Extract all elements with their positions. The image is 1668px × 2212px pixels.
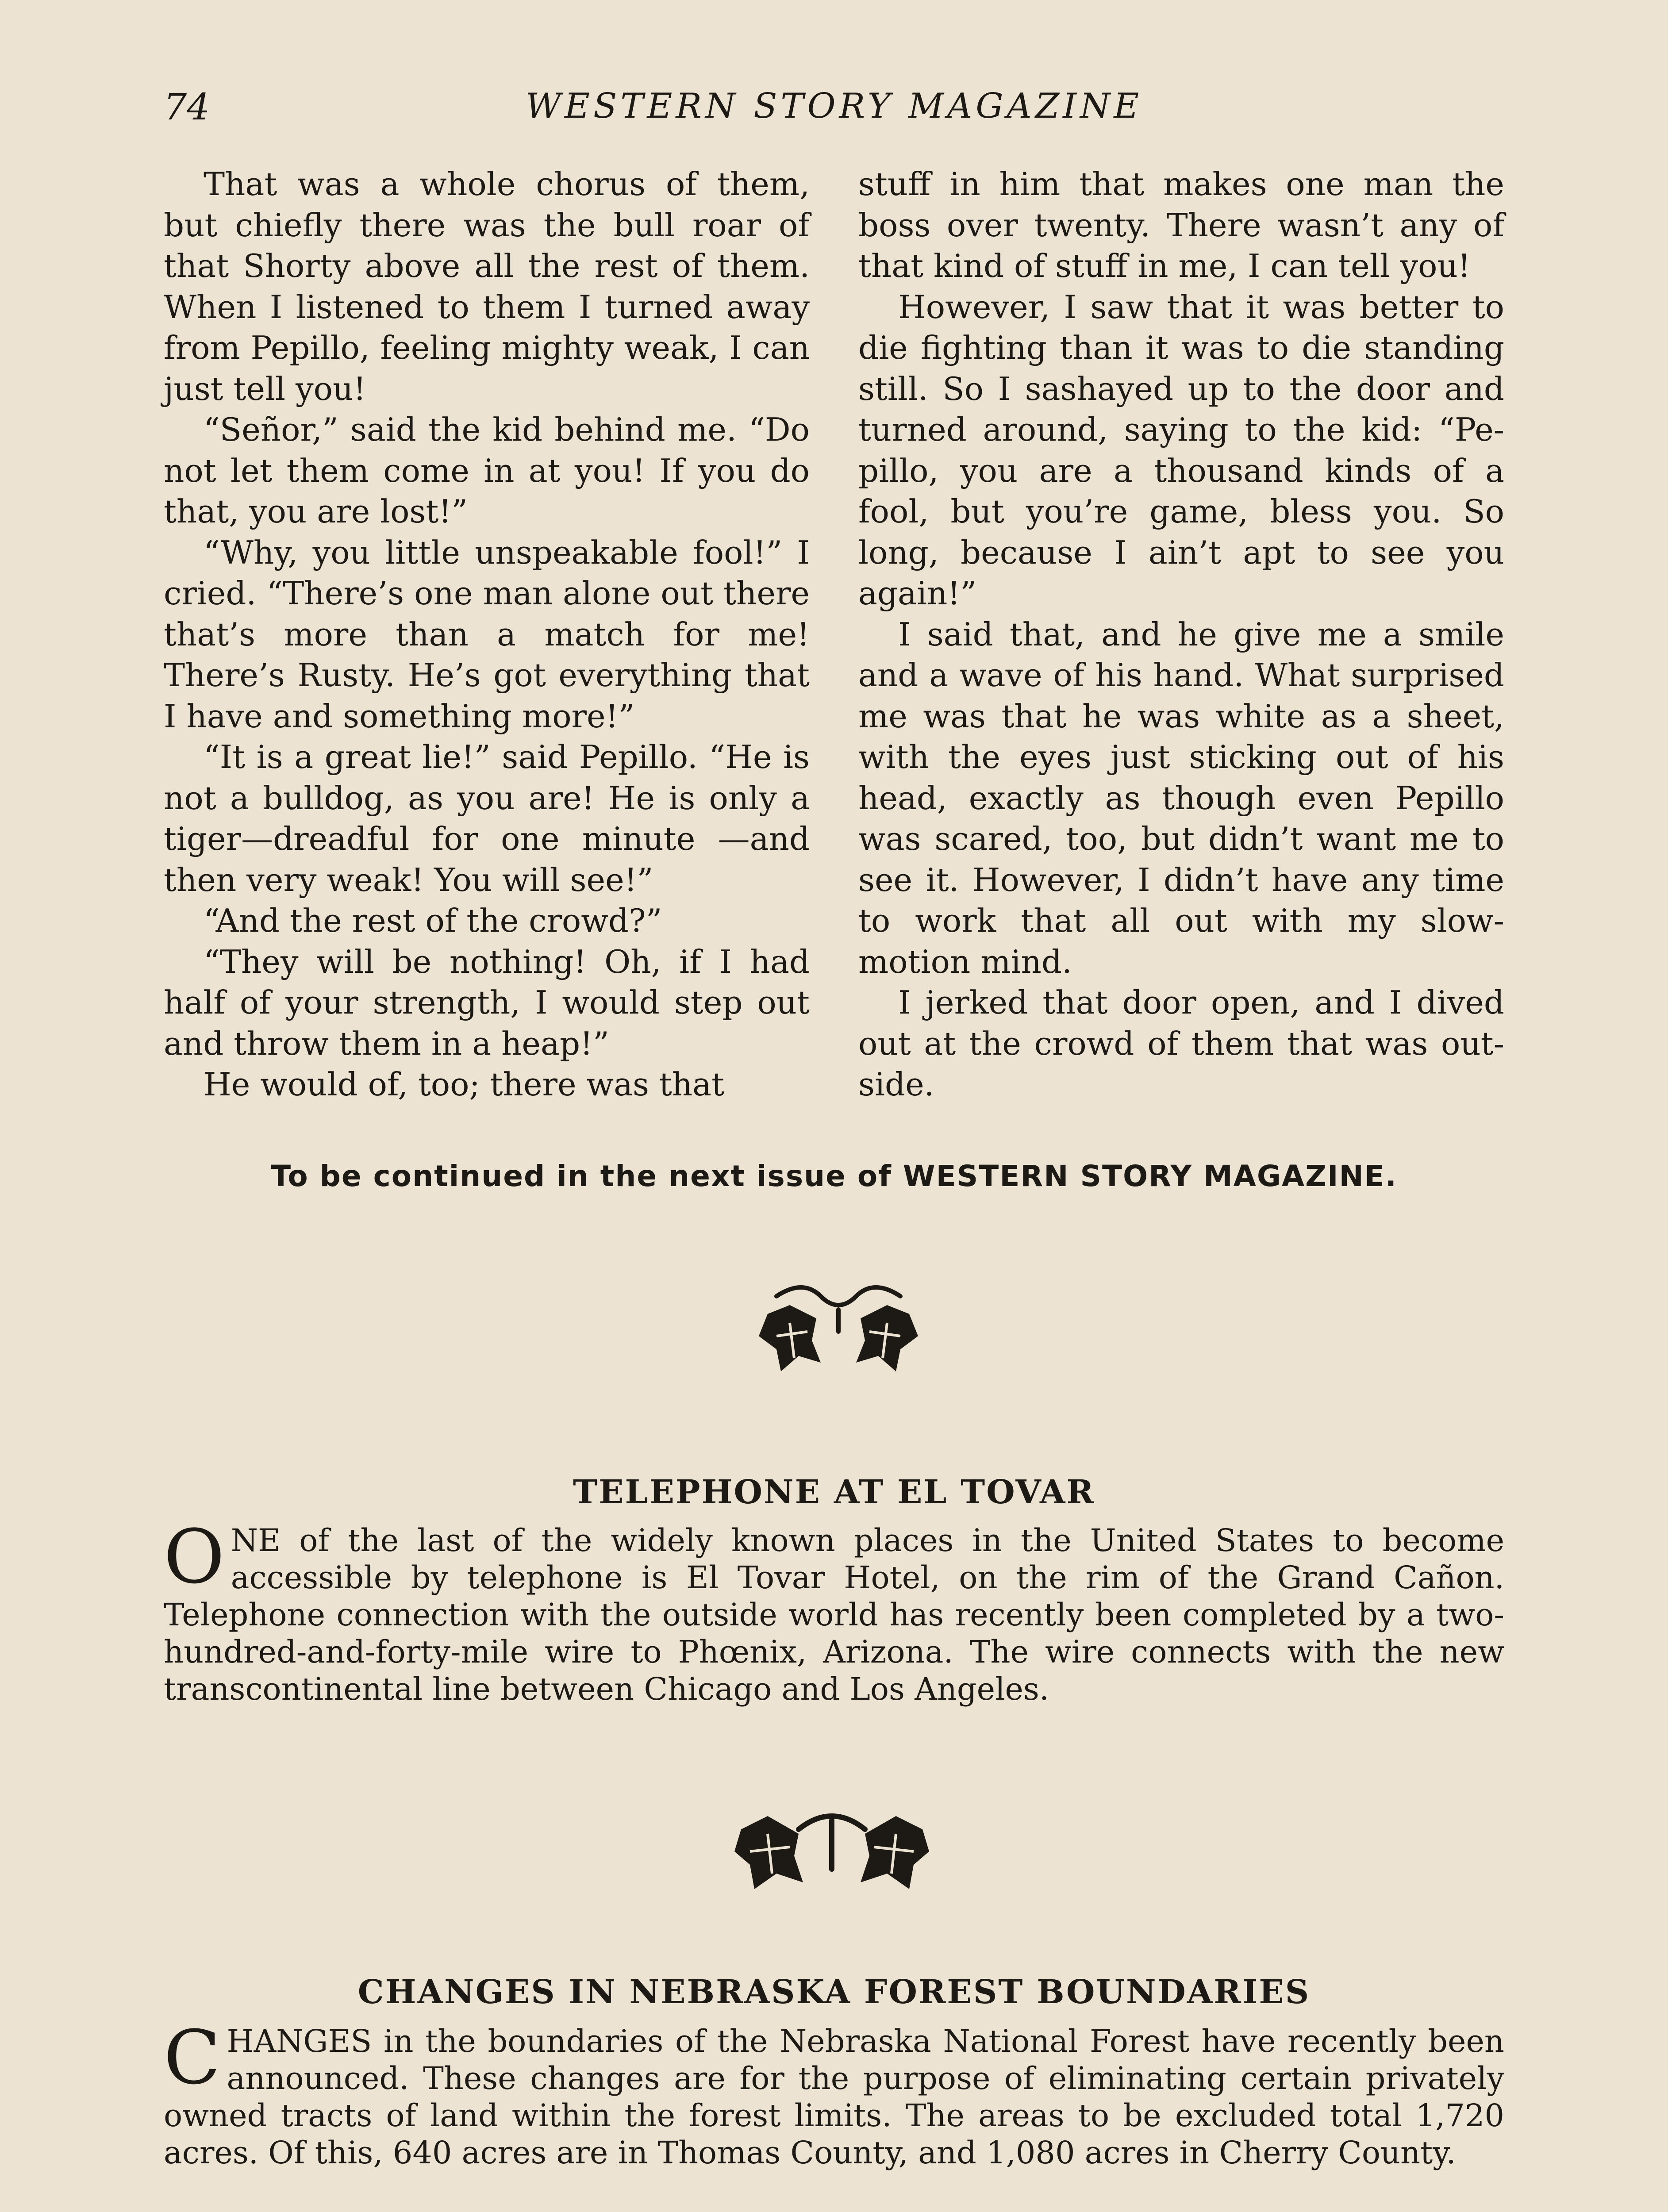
- running-head: WESTERN STORY MAGAZINE: [525, 86, 1143, 126]
- story-paragraph: That was a whole chorus of them, but chiefly there was the bull roar of that Shorty above all the rest of them. When I listened to them I turned away from Pepillo, feeling mighty weak, I can just tell you!: [164, 165, 810, 407]
- article-text: NE of the last of the widely known places in the United States to become accessible by telephone is El Tovar Hotel, on the rim of the Grand Cañon. Telephone connection with the outside world has recently been completed by a two-hundred-and-forty-mile wire to Phœnix, Arizona. The wire connects with the new transcontinental line between Chicago and Los Angeles.: [164, 1522, 1504, 1707]
- story-paragraph: I jerked that door open, and I dived out at the crowd of them that was outside.: [858, 984, 1504, 1103]
- story-paragraph: “And the rest of the crowd?”: [204, 902, 662, 939]
- drop-cap: C: [164, 2014, 221, 2101]
- article-headline: CHANGES IN NEBRASKA FOREST BOUNDARIES: [357, 1973, 1311, 2011]
- continued-notice: To be continued in the next issue of WESTERN STORY MAGAZINE.: [271, 1159, 1397, 1193]
- story-paragraph: I said that, and he give me a smile and a wave of his hand. What surprised me was that he was white as a sheet, with the eyes just sticking out of his head, exactly as though even Pepillo was scared, too, but didn’t want me to see it. However, I didn’t have any time to work that all out with my slow-motion mind.: [858, 615, 1504, 980]
- story-column-right: [858, 164, 1504, 1105]
- page-header: [164, 86, 1504, 135]
- story-paragraph: “They will be nothing! Oh, if I had half of your strength, I would step out and throw them in a heap!”: [164, 943, 810, 1062]
- drop-cap: O: [164, 1513, 225, 1600]
- article-text: HANGES in the boundaries of the Nebraska National Forest have recently been announced. These changes are for the purpose of eliminating certain privately owned tracts of land within the forest limits. The areas to be excluded total 1,720 acres. Of this, 640 acres are in Thomas County, and 1,080 acres in Cherry County.: [164, 2023, 1504, 2171]
- article-body: [164, 2014, 1504, 2171]
- story-paragraph: However, I saw that it was better to die fighting than it was to die standing still. So I sashayed up to the door and turned around, saying to the kid: “Pepillo, you are a thousand kinds of a fool, but you’re game, bless you. So long, because I ain’t apt to see you again!”: [858, 288, 1504, 612]
- story-paragraph-continued: stuff in him that makes one man the boss over twenty. There wasn’t any of that kind of stuff in me, I can tell you!: [858, 165, 1504, 284]
- article-headline: TELEPHONE AT EL TOVAR: [573, 1473, 1095, 1511]
- story-paragraph: “Why, you little unspeakable fool!” I cried. “There’s one man alone out there that’s more than a match for me! There’s Rusty. He’s got everything that I have and something more!”: [164, 534, 810, 735]
- story-paragraph: He would of, too; there was that: [204, 1066, 724, 1103]
- story-column-left: [164, 164, 810, 1105]
- story-paragraph: “It is a great lie!” said Pepillo. “He is not a bulldog, as you are! He is only a tiger—dreadful for one minute —and then very weak! You will see!”: [164, 738, 810, 899]
- article-body: [164, 1513, 1504, 1708]
- leaf-ornament-icon: [732, 1803, 931, 1891]
- leaf-ornament-icon: [750, 1279, 927, 1376]
- page-number: 74: [164, 86, 210, 128]
- story-paragraph: “Señor,” said the kid behind me. “Do not let them come in at you! If you do that, you are lost!”: [164, 411, 810, 530]
